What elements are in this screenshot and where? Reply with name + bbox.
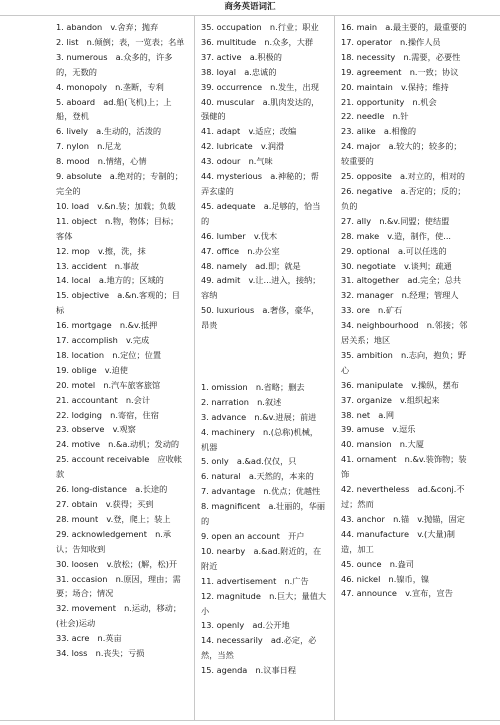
vocabulary-entry: 4. monopoly n.垄断，专利 — [56, 81, 164, 92]
vocabulary-entry: 22. needle n.针 — [341, 111, 409, 122]
vocabulary-entry: 38. loyal a.忠诚的 — [201, 66, 277, 77]
vocabulary-entry: 34. loss n.丧失；亏损 — [56, 648, 145, 659]
vocabulary-entry: 6. natural a.天然的，本来的 — [201, 471, 314, 482]
vocabulary-entry: 44. manufacture v.(大量)制造，加工 — [341, 528, 455, 554]
vocabulary-entry: 14. necessarily ad.必定，必然，当然 — [201, 635, 317, 661]
vocabulary-entry: 41. ornament n.&v.装饰物；装饰 — [341, 454, 467, 480]
vocabulary-entry: 27. ally n.&v.同盟；使结盟 — [341, 215, 450, 226]
vocabulary-entry: 10. load v.&n.装；加载；负载 — [56, 200, 176, 211]
vocabulary-entry: 13. openly ad.公开地 — [201, 620, 290, 631]
vocabulary-entry: 1. abandon v.舍弃；抛弃 — [56, 22, 159, 32]
vocabulary-entry: 11. object n.物，物体；目标；客体 — [56, 215, 179, 241]
vocabulary-entry: 38. net a.网 — [341, 409, 395, 420]
vocabulary-entry: 7. advantage n.优点；优越性 — [201, 486, 321, 497]
vocabulary-entry: 45. adequate a.足够的，恰当的 — [201, 200, 321, 226]
vocabulary-entry: 15. objective a.&n.客观的；目标 — [56, 290, 180, 316]
vocabulary-entry: 41. adapt v.适应；改编 — [201, 126, 297, 137]
vocabulary-column-1 — [50, 16, 194, 720]
vocabulary-entry: 40. mansion n.大厦 — [341, 439, 424, 450]
vocabulary-entry: 9. absolute a.绝对的；专制的；完全的 — [56, 171, 183, 196]
vocabulary-entry: 18. location n.定位；位置 — [56, 349, 162, 360]
vocabulary-entry: 13. accident n.事故 — [56, 260, 139, 271]
vocabulary-entry: 24. motive n.&a.动机；发动的 — [56, 439, 180, 450]
vocabulary-entry: 47. office n.办公室 — [201, 245, 280, 256]
vocabulary-entry: 35. occupation n.行业；职业 — [201, 22, 319, 32]
page-title: 商务英语词汇 — [224, 2, 276, 12]
vocabulary-entry: 18. necessity n.需要，必要性 — [341, 51, 461, 62]
vocabulary-entry: 14. local a.地方的；区域的 — [56, 275, 164, 286]
vocabulary-entry: 1. omission n.省略；删去 — [201, 381, 305, 392]
vocabulary-entry: 2. narration n.叙述 — [201, 396, 282, 407]
vocabulary-entry: 12. magnitude n.巨大；量值大小 — [201, 590, 327, 616]
vocabulary-entry: 7. nylon n.尼龙 — [56, 141, 122, 152]
vocabulary-entry: 3. numerous a.众多的，许多的，无数的 — [56, 51, 173, 77]
vocabulary-entry: 8. mood n.情绪，心情 — [56, 156, 147, 167]
vocabulary-entry: 36. manipulate v.操纵，摆布 — [341, 379, 459, 390]
vocabulary-entry: 3. advance n.&v.进展；前进 — [201, 411, 317, 422]
vocabulary-entry: 35. ambition n.志向，抱负；野心 — [341, 349, 467, 375]
vocabulary-entry: 28. make v.造，制作，使... — [341, 230, 452, 241]
vocabulary-entry: 46. nickel n.镍币，镍 — [341, 573, 430, 584]
vocabulary-entry: 27. obtain v.获得；买到 — [56, 499, 154, 509]
vocabulary-entry: 20. motel n.汽车旅客旅馆 — [56, 379, 161, 390]
vocabulary-entry: 25. account receivable 应收帐款 — [56, 454, 183, 480]
vocabulary-entry: 24. major a.较大的；较多的；较重要的 — [341, 141, 462, 167]
vocabulary-entry: 45. ounce n.盎司 — [341, 558, 414, 569]
vocabulary-entry: 37. organize v.组织起来 — [341, 394, 440, 405]
vocabulary-entry: 19. oblige v.迫使 — [56, 364, 128, 375]
vocabulary-entry: 2. list n.倾倒；表，一览表；名单 — [56, 36, 185, 47]
vocabulary-entry: 28. mount v.登，爬上；装上 — [56, 513, 171, 524]
vocabulary-entry: 44. mysterious a.神秘的；帮弄玄虚的 — [201, 171, 319, 196]
vocabulary-entry: 31. occasion n.原因，理由；需要；场合；情况 — [56, 573, 181, 599]
vocabulary-entry: 20. maintain v.保持；维持 — [341, 81, 449, 92]
vocabulary-entry: 22. lodging n.寄宿，住宿 — [56, 409, 159, 420]
vocabulary-entry: 5. only a.&ad.仅仅，只 — [201, 456, 297, 467]
vocabulary-entry: 12. mop v.擦，洗，抹 — [56, 245, 146, 256]
vocabulary-entry: 19. agreement n.一致；协议 — [341, 66, 459, 77]
vocabulary-entry: 43. anchor n.锚 v.抛锚，固定 — [341, 513, 465, 524]
vocabulary-entry: 5. aboard ad.船(飞机)上；上船，登机 — [56, 96, 172, 122]
vocabulary-entry: 23. alike a.相像的 — [341, 126, 417, 137]
vocabulary-entry: 32. manager n.经理；管理人 — [341, 290, 459, 301]
vocabulary-entry: 8. magnificent a.壮丽的，华丽的 — [201, 501, 326, 527]
vocabulary-entry: 21. opportunity n.机会 — [341, 96, 437, 107]
vocabulary-entry: 23. observe v.观察 — [56, 424, 136, 435]
vocabulary-entry: 6. lively a.生动的，活泼的 — [56, 126, 162, 137]
vocabulary-entry: 10. nearby a.&ad.附近的，在附近 — [201, 545, 322, 571]
vocabulary-column-2 — [194, 16, 334, 720]
vocabulary-entry: 42. lubricate v.润滑 — [201, 141, 285, 152]
vocabulary-entry: 16. main a.最主要的，最重要的 — [341, 22, 467, 32]
vocabulary-column-3 — [334, 16, 476, 720]
vocabulary-entry: 36. multitude n.众多，大群 — [201, 36, 314, 47]
vocabulary-entry: 9. open an account 开户 — [201, 530, 305, 541]
vocabulary-entry: 31. altogether ad.完全；总共 — [341, 275, 462, 286]
vocabulary-entry: 32. movement n.运动，移动；(社会)运动 — [56, 603, 182, 629]
vocabulary-entry: 39. occurrence n.发生，出现 — [201, 81, 319, 92]
vocabulary-entry: 47. announce v.宣布，宣告 — [341, 588, 453, 599]
vocabulary-table — [0, 15, 500, 721]
vocabulary-entry: 50. luxurious a.奢侈，豪华，昂贵 — [201, 305, 320, 331]
vocabulary-entry: 29. acknowledgement n.承认；告知收到 — [56, 528, 172, 554]
vocabulary-entry: 39. amuse v.逗乐 — [341, 424, 416, 435]
vocabulary-entry: 26. long-distance a.长途的 — [56, 484, 168, 495]
vocabulary-entry: 48. namely ad.即；就是 — [201, 260, 301, 271]
vocabulary-entry: 37. active a.积极的 — [201, 51, 282, 62]
vocabulary-entry: 30. negotiate v.谈判；疏通 — [341, 260, 452, 271]
vocabulary-entry: 46. lumber v.伐木 — [201, 230, 278, 241]
vocabulary-entry: 29. optional a.可以任选的 — [341, 245, 447, 256]
vocabulary-entry: 40. muscular a.肌肉发达的，强健的 — [201, 96, 320, 122]
vocabulary-entry: 30. loosen v.放松；(解，松)开 — [56, 558, 178, 569]
vocabulary-entry: 17. accomplish v.完成 — [56, 335, 150, 346]
vocabulary-entry: 17. operator n.操作人员 — [341, 36, 441, 47]
vocabulary-entry: 21. accountant n.会计 — [56, 394, 151, 405]
vocabulary-entry: 42. nevertheless ad.&conj.不过；然而 — [341, 484, 465, 509]
vocabulary-entry: 4. machinery n.(总称)机械，机器 — [201, 426, 319, 452]
vocabulary-entry: 33. ore n.矿石 — [341, 305, 403, 316]
vocabulary-entry: 26. negative a.否定的；反的；负的 — [341, 185, 466, 211]
vocabulary-entry: 43. odour n.气味 — [201, 156, 273, 167]
vocabulary-entry: 33. acre n.英亩 — [56, 633, 122, 644]
vocabulary-entry: 16. mortgage n.&v.抵押 — [56, 320, 158, 331]
vocabulary-entry: 11. advertisement n.广告 — [201, 575, 309, 586]
vocabulary-entry: 49. admit v.让...进入，接纳；容纳 — [201, 275, 321, 301]
spacer — [201, 349, 326, 364]
vocabulary-entry: 25. opposite a.对立的，相对的 — [341, 171, 465, 182]
vocabulary-entry: 15. agenda n.议事日程 — [201, 665, 297, 676]
vocabulary-entry: 34. neighbourhood n.邻接；邻居关系；地区 — [341, 320, 468, 346]
